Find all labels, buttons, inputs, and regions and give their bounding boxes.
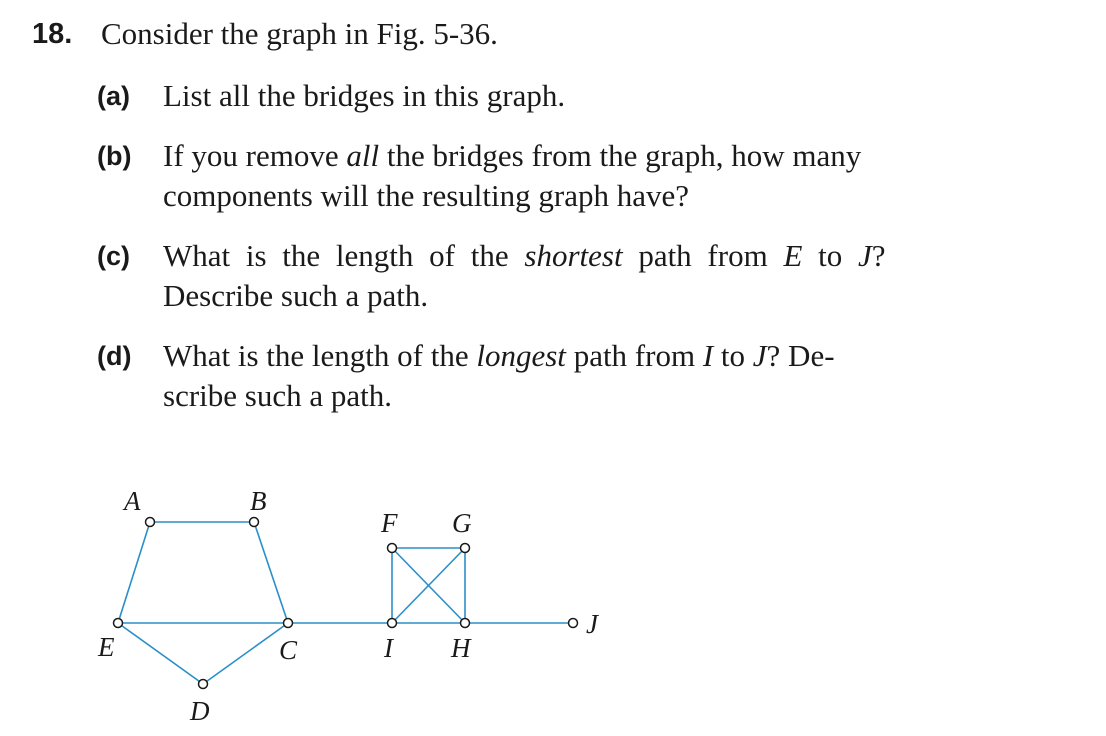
part-b-line1 [163, 136, 943, 176]
part-b-line1-before: If you remove [163, 138, 347, 173]
part-d-var-i: I [702, 338, 714, 373]
node-d [199, 680, 208, 689]
part-b-line2: components will the resulting graph have? [163, 178, 690, 213]
node-b [250, 518, 259, 527]
part-c-line2: Describe such a path. [163, 278, 429, 313]
part-d-text [163, 336, 943, 416]
part-a-text [163, 76, 943, 116]
node-label-d: D [190, 696, 210, 726]
part-d-line1-before: What is the length of the [163, 338, 477, 373]
part-c-line1 [163, 236, 943, 276]
edge-e-d [118, 623, 203, 684]
part-c-text [163, 236, 943, 316]
part-c-var-e: E [783, 238, 803, 273]
problem-stem: Consider the graph in Fig. 5-36. [101, 16, 498, 51]
node-a [146, 518, 155, 527]
graph-nodes [114, 518, 578, 689]
node-label-f: F [381, 508, 398, 538]
part-a-line1: List all the bridges in this graph. [163, 78, 566, 113]
graph-edges [118, 522, 568, 684]
part-b-emphasis: all [346, 138, 380, 173]
part-d-line2: scribe such a path. [163, 378, 392, 413]
part-c-emphasis: shortest [524, 238, 623, 273]
node-label-a: A [124, 486, 141, 516]
part-d-emphasis: longest [476, 338, 566, 373]
node-label-i: I [384, 633, 393, 663]
node-label-e: E [98, 632, 115, 662]
part-c-var-j: J [858, 238, 872, 273]
node-label-g: G [452, 508, 472, 538]
node-e [114, 619, 123, 628]
edge-b-c [254, 522, 288, 623]
part-d-line1-mid: path from [565, 338, 703, 373]
part-a-label: (a) [97, 81, 130, 111]
node-c [284, 619, 293, 628]
part-b-line1-after: the bridges from the graph, how many [379, 138, 862, 173]
part-d-line1-end: ? De- [766, 338, 835, 373]
part-c-line1-before: What is the length of the [163, 238, 525, 273]
node-g [461, 544, 470, 553]
part-d-label: (d) [97, 341, 132, 371]
node-j [569, 619, 578, 628]
part-c-line1-end: ? [871, 238, 886, 273]
part-d-line1-to: to [713, 338, 753, 373]
part-d-var-j: J [752, 338, 767, 373]
node-label-h: H [451, 633, 471, 663]
graph-figure [0, 470, 1106, 736]
node-label-j: J [586, 609, 598, 639]
part-c-line1-mid: path from [622, 238, 784, 273]
edge-d-c [203, 623, 288, 684]
node-label-b: B [250, 486, 267, 516]
part-c-label: (c) [97, 241, 130, 271]
part-d-line1 [163, 336, 943, 376]
node-f [388, 544, 397, 553]
problem-number: 18. [32, 18, 73, 50]
node-h [461, 619, 470, 628]
node-i [388, 619, 397, 628]
part-b-label: (b) [97, 141, 132, 171]
edge-a-e [118, 522, 150, 623]
part-c-line1-to: to [802, 238, 859, 273]
node-label-c: C [279, 635, 298, 665]
part-b-text [163, 136, 943, 216]
